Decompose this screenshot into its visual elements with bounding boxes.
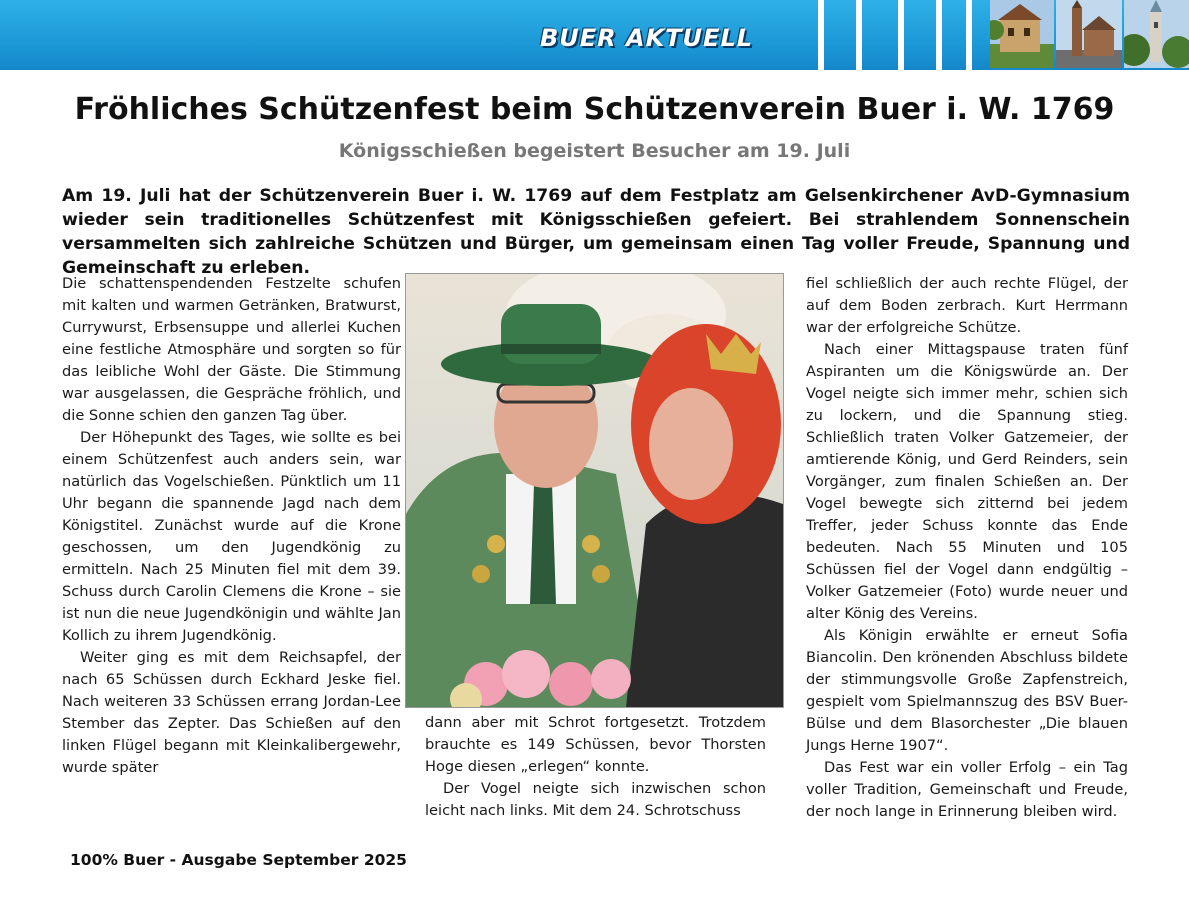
town-photo-castle xyxy=(990,0,1054,68)
decor-stripe xyxy=(966,0,972,70)
article-headline: Fröhliches Schützenfest beim Schützenverein Buer i. W. 1769 xyxy=(74,92,1115,127)
paragraph: Der Vogel neigte sich inzwischen schon leicht nach links. Mit dem 24. Schrotschuss xyxy=(425,780,766,819)
decor-stripe xyxy=(898,0,904,70)
text-column-3 xyxy=(806,273,1128,823)
paragraph: fiel schließlich der auch rechte Flügel, der auf dem Boden zerbrach. Kurt Herrmann war der erfolgreiche Schütze. xyxy=(806,275,1128,336)
paragraph: Die schattenspendenden Festzelte schufen mit kalten und warmen Getränken, Bratwurst, Currywurst, Erbsensuppe und allerlei Kuchen eine festliche Atmosphäre und sorgten so für das leibliche Wohl der Gäste. Die Stimmung war ausgelassen, die Gespräche fröhlich, und die Sonne schien den ganzen Tag über. xyxy=(62,275,401,424)
paragraph: dann aber mit Schrot fortgesetzt. Trotzdem brauchte es 149 Schüssen, bevor Thorsten Hoge diesen „erlegen“ konnte. xyxy=(425,714,766,775)
issue-footer: 100% Buer - Ausgabe September 2025 xyxy=(70,851,407,869)
paragraph: Das Fest war ein voller Erfolg – ein Tag voller Tradition, Gemeinschaft und Freude, der noch lange in Erinnerung bleiben wird. xyxy=(806,759,1128,820)
paragraph: Nach einer Mittagspause traten fünf Aspiranten um die Königswürde an. Der Vogel neigte sich immer mehr, schien sich zu lockern, und die Spannung stieg. Schließlich traten Volker Gatzemeier, der amtierende König, und Gerd Reinders, sein Vorgänger, zum finalen Schießen an. Der Vogel bewegte sich zitternd bei jedem Treffer, jeder Schuss konnte das Ende bedeuten. Nach 55 Minuten und 105 Schüssen fiel der Vogel dann endgültig – Volker Gatzemeier (Foto) wurde neuer und alter König des Vereins. xyxy=(806,341,1128,622)
decor-stripe xyxy=(936,0,942,70)
paragraph: Der Höhepunkt des Tages, wie sollte es bei einem Schützenfest auch anders sein, war natürlich das Vogelschießen. Pünktlich um 11 Uhr begann die spannende Jagd nach dem Königstitel. Zunächst wurde auf die Krone geschossen, um den Jugendkönig zu ermitteln. Nach 25 Minuten fiel mit dem 39. Schuss durch Carolin Clemens die Krone – sie ist nun die neue Jugendkönigin und wählte Jan Kollich zu ihrem Jugendkönig. xyxy=(62,429,401,644)
text-column-1 xyxy=(62,273,401,779)
article-lead: Am 19. Juli hat der Schützenverein Buer i. W. 1769 auf dem Festplatz am Gelsenkirchener AvD-Gymnasium wieder sein traditionelles Schützenfest mit Königsschießen gefeiert. Bei strahlendem Sonnenschein versammelten sich zahlreiche Schützen und Bürger, um gemeinsam einen Tag voller Freude, Spannung und Gemeinschaft zu erleben. xyxy=(62,186,1130,278)
paragraph: Als Königin erwählte er erneut Sofia Biancolin. Den krönenden Abschluss bildete der stimmungsvolle Große Zapfenstreich, gespielt vom Spielmannszug des BSV Buer-Bülse und dem Blasorchester „Die blauen Jungs Herne 1907“. xyxy=(806,627,1128,754)
article-subheadline: Königsschießen begeistert Besucher am 19. Juli xyxy=(338,140,851,162)
article-photo xyxy=(405,273,784,708)
town-photo-tower xyxy=(1124,0,1189,68)
town-photo-church xyxy=(1056,0,1122,68)
decor-stripe xyxy=(818,0,824,70)
decor-stripe xyxy=(856,0,862,70)
paragraph: Weiter ging es mit dem Reichsapfel, der nach 65 Schüssen durch Eckhard Jeske fiel. Nach weiteren 33 Schüssen errang Jordan-Lee Stember das Zepter. Das Schießen auf den linken Flügel begann mit Kleinkalibergewehr, wurde später xyxy=(62,649,401,776)
text-column-2 xyxy=(425,712,766,822)
section-title: BUER AKTUELL xyxy=(540,24,754,52)
